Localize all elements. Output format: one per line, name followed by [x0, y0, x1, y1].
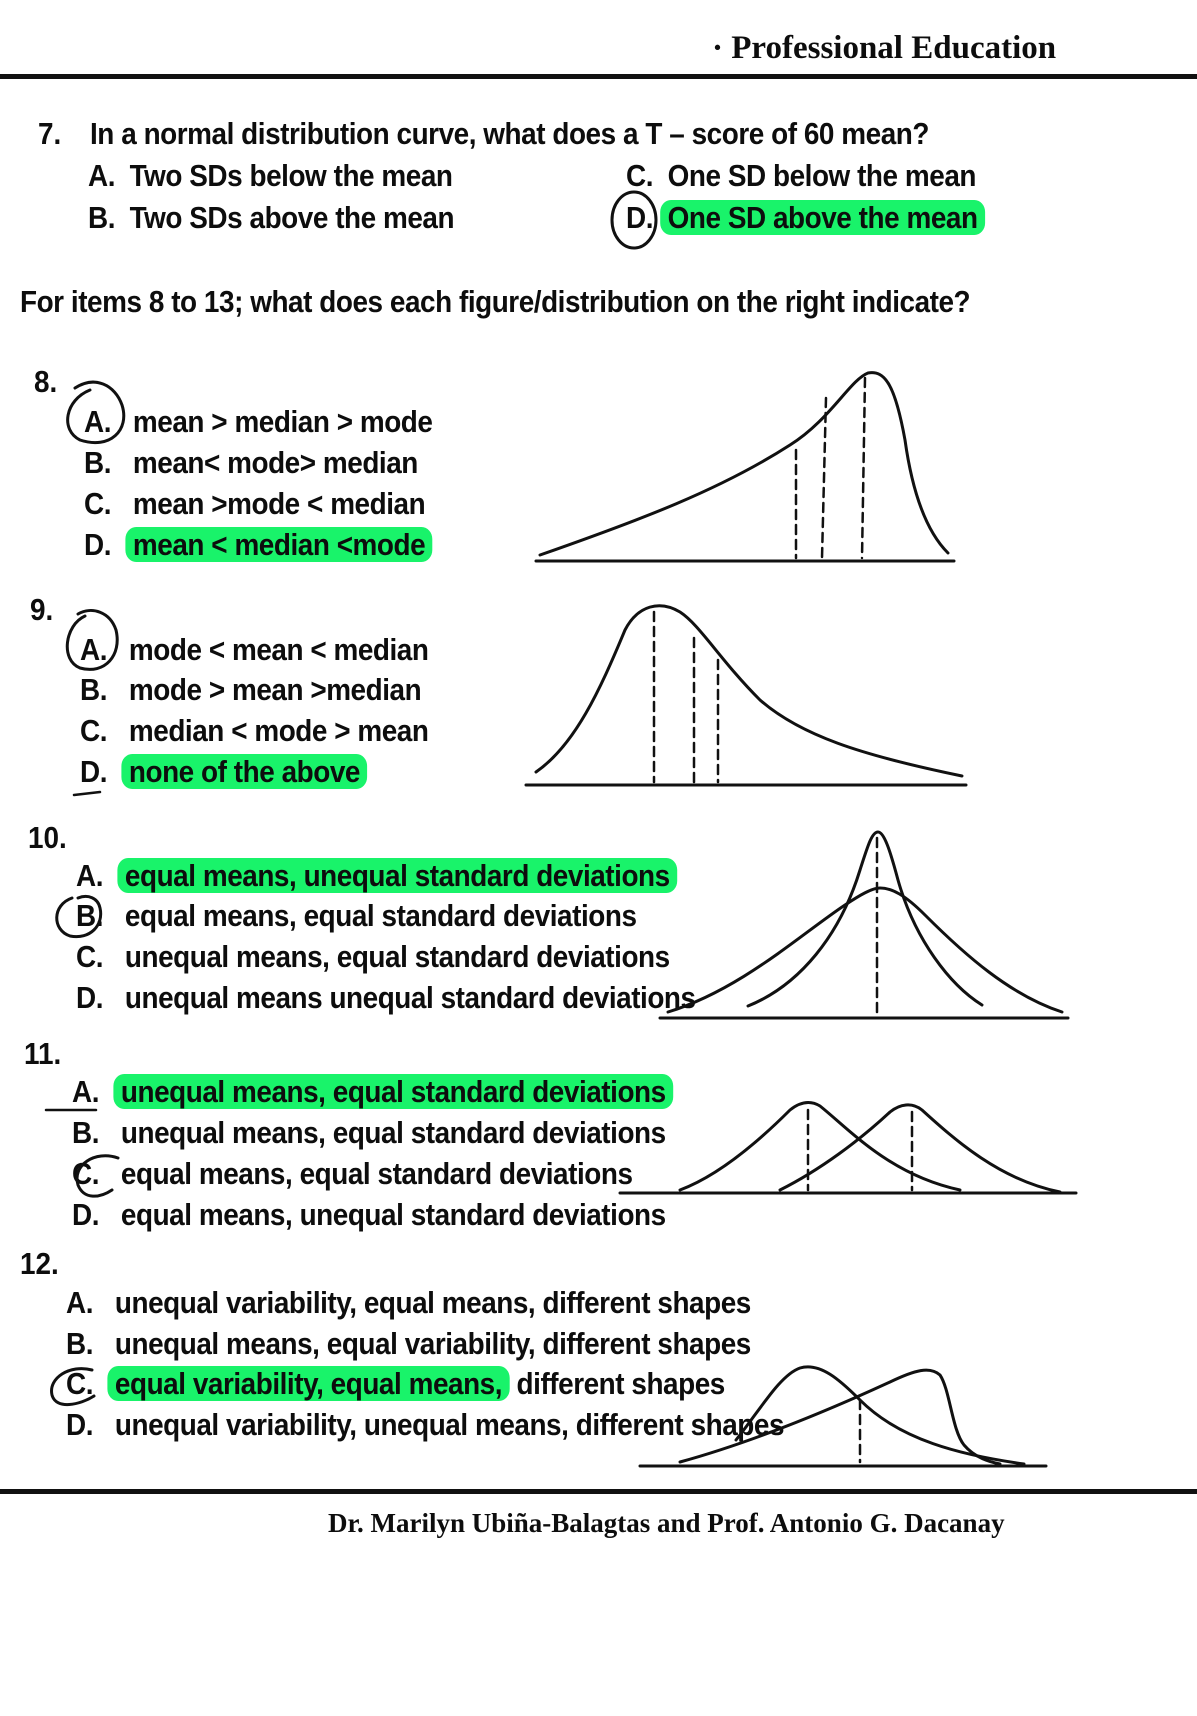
- q9-answer-circle: [67, 611, 117, 670]
- q11-right-curve: [780, 1105, 1060, 1192]
- q10-answer-highlight: equal means, unequal standard deviations: [118, 858, 677, 893]
- q12-option-a: A. unequal variability, equal means, different shapes: [66, 1285, 751, 1320]
- footer-authors: Dr. Marilyn Ubiña-Balagtas and Prof. Antonio G. Dacanay: [328, 1508, 1005, 1538]
- q9-skewed-curve-figure: [67, 606, 966, 795]
- q11-option-a: A. unequal means, equal standard deviations: [72, 1074, 673, 1110]
- q12-left-curve: [736, 1367, 1024, 1464]
- q10-option-c: C. unequal means, equal standard deviations: [76, 939, 670, 974]
- q11-option-b: B. unequal means, equal standard deviations: [72, 1115, 666, 1150]
- q9-answer-highlight: none of the above: [122, 754, 367, 789]
- q11-number: 11.: [24, 1036, 62, 1071]
- q11-answer-highlight: unequal means, equal standard deviations: [114, 1074, 673, 1109]
- q8-dashed-line-3: [862, 378, 865, 558]
- q10-equal-means-figure: [57, 832, 1068, 1018]
- q9-option-c: C. median < mode > mean: [80, 713, 429, 748]
- q12-answer-highlight: equal variability, equal means,: [108, 1366, 510, 1401]
- q11-unequal-means-figure: [46, 1103, 1076, 1197]
- q8-dashed-line-2: [822, 398, 826, 558]
- q12-option-c: C. equal variability, equal means, different shapes: [66, 1366, 725, 1401]
- q8-number: 8.: [34, 364, 58, 399]
- q12-option-b: B. unequal means, equal variability, different shapes: [66, 1326, 751, 1361]
- q10-b-mark: [57, 896, 101, 936]
- q10-option-d: D. unequal means unequal standard deviations: [76, 980, 696, 1015]
- q11-c-mark: [77, 1156, 118, 1196]
- q8-option-a: A. mean > median > mode: [84, 404, 433, 439]
- q9-curve: [536, 606, 962, 776]
- q9-option-b: B. mode > mean >median: [80, 672, 422, 707]
- q8-option-d: D. mean < median <mode: [84, 527, 432, 563]
- q11-option-d: D. equal means, unequal standard deviations: [72, 1197, 666, 1232]
- q9-number: 9.: [30, 592, 54, 627]
- q11-option-c: C. equal means, equal standard deviations: [72, 1156, 633, 1191]
- q7-option-d: D. One SD above the mean: [626, 200, 985, 236]
- q8-answer-highlight: mean < median <mode: [126, 527, 433, 562]
- q7-option-c: C. One SD below the mean: [626, 158, 976, 193]
- q9-option-d: D. none of the above: [80, 754, 367, 790]
- q10-option-b: B. equal means, equal standard deviations: [76, 898, 637, 933]
- q10-wide-curve: [668, 888, 1062, 1012]
- q12-c-mark: [52, 1369, 94, 1405]
- q8-option-b: B. mean< mode> median: [84, 445, 418, 480]
- q8-option-c: C. mean >mode < median: [84, 486, 426, 521]
- q12-different-shapes-figure: [52, 1367, 1046, 1466]
- q7-answer-circle: [612, 192, 656, 248]
- q12-number: 12.: [20, 1246, 59, 1281]
- q10-option-a: A. equal means, unequal standard deviations: [76, 858, 677, 894]
- q7-answer-highlight: One SD above the mean: [660, 200, 984, 235]
- q7-option-a: A. Two SDs below the mean: [88, 158, 453, 193]
- q7-number: 7.: [38, 116, 62, 151]
- q8-skewed-curve-figure: [68, 373, 954, 561]
- q11-left-curve: [680, 1103, 960, 1190]
- q9-option-a: A. mode < mean < median: [80, 632, 429, 667]
- q7-option-b: B. Two SDs above the mean: [88, 200, 455, 235]
- instruction-text: For items 8 to 13; what does each figure/distribution on the right indicate?: [20, 284, 971, 319]
- header-title: · Professional Education: [712, 30, 1057, 66]
- q8-curve: [540, 373, 948, 555]
- q10-narrow-curve: [748, 832, 982, 1006]
- q9-d-underline: [74, 792, 100, 795]
- q8-answer-circle: [68, 382, 124, 442]
- q12-option-d: D. unequal variability, unequal means, different shapes: [66, 1407, 785, 1442]
- q10-number: 10.: [28, 820, 67, 855]
- q7-question: In a normal distribution curve, what does a T – score of 60 mean?: [90, 116, 929, 151]
